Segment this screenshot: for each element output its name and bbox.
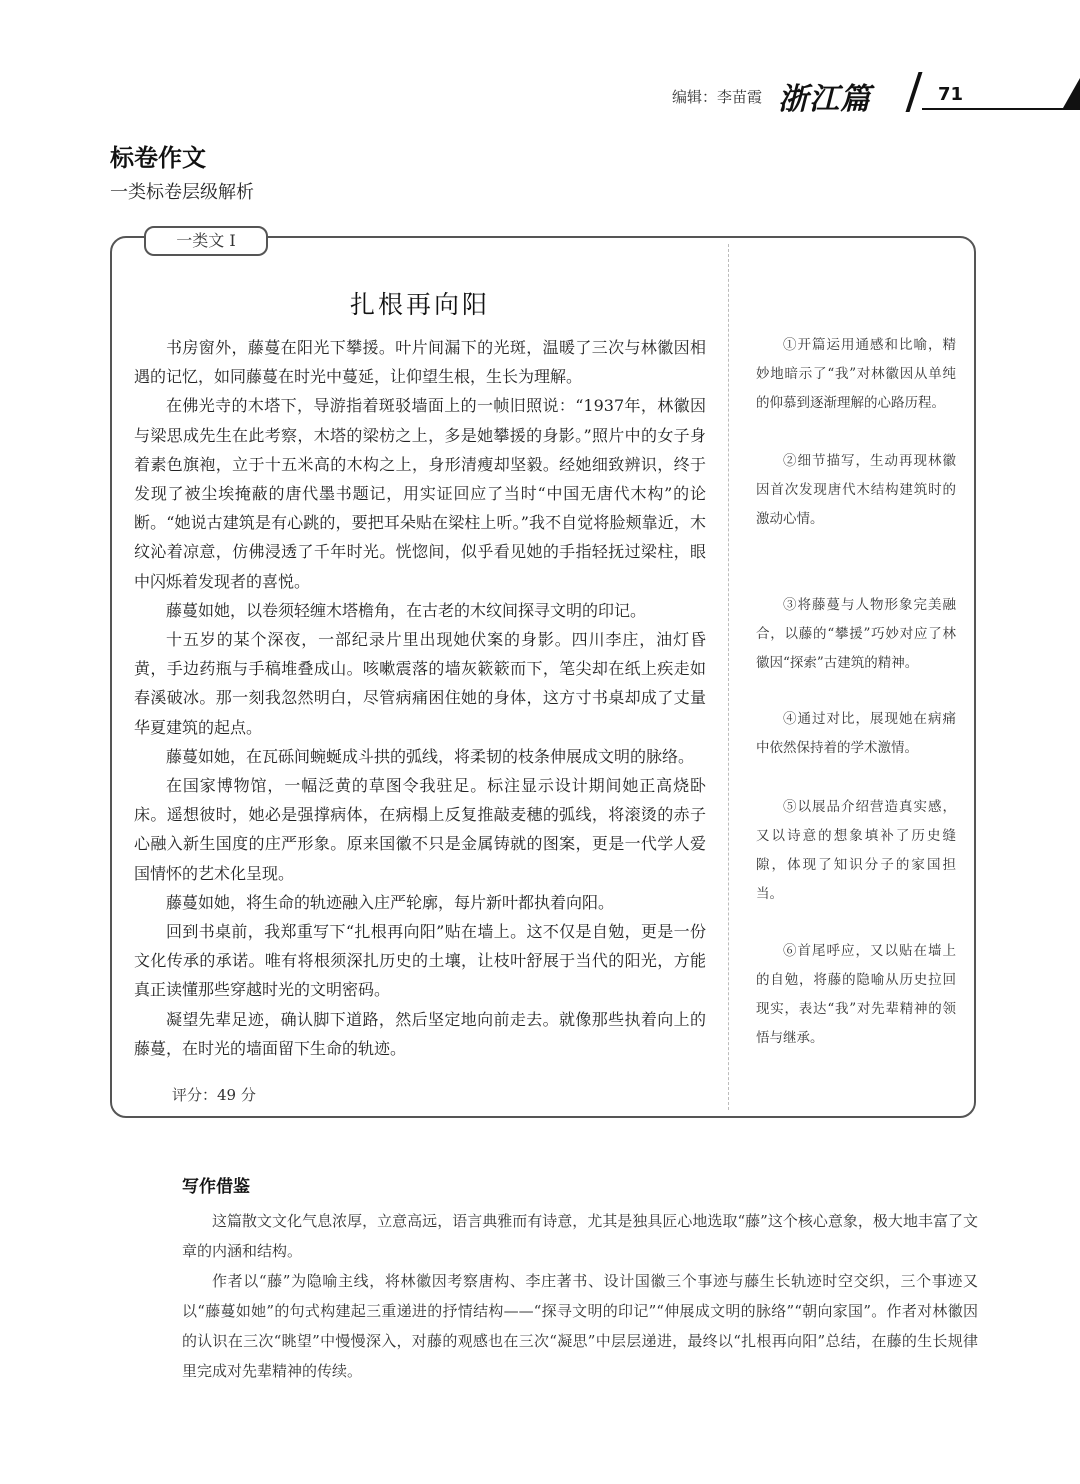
- section-logo: 浙江篇: [778, 82, 871, 117]
- essay-paragraph: 回到书桌前，我郑重写下“扎根再向阳”贴在墙上。这不仅是自勉，更是一份文化传承的承诺。唯有将根须深扎历史的土壤，让枝叶舒展于当代的阳光，方能真正读懂那些穿越时光的文明密码。: [134, 922, 706, 1000]
- writing-paragraph: 这篇散文文化气息浓厚，立意高远，语言典雅而有诗意，尤其是独具匠心地选取“藤”这个核心意象，极大地丰富了文章的内涵和结构。: [182, 1212, 978, 1260]
- essay-paragraph: 藤蔓如她，以卷须轻缠木塔檐角，在古老的木纹间探寻文明的印记。: [166, 600, 647, 620]
- page-number: 71: [938, 84, 964, 105]
- writing-paragraph: 作者以“藤”为隐喻主线，将林徽因考察唐构、李庄著书、设计国徽三个事迹与藤生长轨迹时空交织，三个事迹又以“藤蔓如她”的句式构建起三重递进的抒情结构——“探寻文明的印记”“伸展成文明的脉络”“朝向家国”。作者对林徽因的认识在三次“眺望”中慢慢深入，对藤的观感也在三次“凝思”中层层递进，最终以“扎根再向阳”总结，在藤的生长规律里完成对先辈精神的传续。: [182, 1272, 978, 1380]
- column-divider: [728, 244, 729, 1110]
- annotation-4: ④通过对比，展现她在病痛中依然保持着的学术激情。: [756, 711, 956, 756]
- annotation-6: ⑥首尾呼应，又以贴在墙上的自勉，将藤的隐喻从历史拉回现实，表达“我”对先辈精神的领悟与继承。: [756, 943, 956, 1046]
- annotation-2: ②细节描写，生动再现林徽因首次发现唐代木结构建筑时的激动心情。: [756, 453, 956, 527]
- essay-tab-label: 一类文 Ⅰ: [144, 226, 268, 256]
- essay-title: 扎根再向阳: [349, 290, 490, 319]
- header-corner-mark: [1063, 78, 1080, 108]
- essay-paragraph: 藤蔓如她，将生命的轨迹融入庄严轮廓，每片新叶都执着向阳。: [166, 892, 615, 912]
- writing-body: [182, 1206, 978, 1386]
- header-slash: [906, 72, 923, 112]
- essay-paragraph: 凝望先辈足迹，确认脚下道路，然后坚定地向前走去。就像那些执着向上的藤蔓，在时光的墙面留下生命的轨迹。: [134, 1009, 706, 1058]
- editor-credit: 编辑：李苗霞: [672, 88, 763, 106]
- essay-paragraph: 十五岁的某个深夜，一部纪录片里出现她伏案的身影。四川李庄，油灯昏黄，手边药瓶与手稿堆叠成山。咳嗽震落的墙灰簌簌而下，笔尖却在纸上疾走如春溪破冰。那一刻我忽然明白，尽管病痛困住她的身体，这方寸书桌却成了丈量华夏建筑的起点。: [134, 630, 706, 737]
- annotation-5: ⑤以展品介绍营造真实感，又以诗意的想象填补了历史缝隙，体现了知识分子的家国担当。: [756, 799, 956, 902]
- essay-paragraph: 藤蔓如她，在瓦砾间蜿蜒成斗拱的弧线，将柔韧的枝条伸展成文明的脉络。: [166, 746, 695, 766]
- section-subtitle: 一类标卷层级解析: [110, 182, 254, 203]
- essay-paragraph: 在佛光寺的木塔下，导游指着斑驳墙面上的一帧旧照说：“1937年，林徽因与梁思成先生在此考察，木塔的梁枋之上，多是她攀援的身影。”照片中的女子身着素色旗袍，立于十五米高的木构之上，身形清瘦却坚毅。经她细致辨识，终于发现了被尘埃掩蔽的唐代墨书题记，用实证回应了当时“中国无唐代木构”的论断。“她说古建筑是有心跳的，要把耳朵贴在梁柱上听。”我不自觉将脸颊靠近，木纹沁着凉意，仿佛浸透了千年时光。恍惚间，似乎看见她的手指轻抚过梁柱，眼中闪烁着发现者的喜悦。: [134, 396, 706, 591]
- essay-body: [134, 333, 706, 1063]
- essay-paragraph: 书房窗外，藤蔓在阳光下攀援。叶片间漏下的光斑，温暖了三次与林徽因相遇的记忆，如同藤蔓在时光中蔓延，让仰望生根，生长为理解。: [134, 338, 706, 387]
- annotation-1: ①开篇运用通感和比喻，精妙地暗示了“我”对林徽因从单纯的仰慕到逐渐理解的心路历程。: [756, 337, 956, 411]
- essay-paragraph: 在国家博物馆，一幅泛黄的草图令我驻足。标注显示设计期间她正高烧卧床。遥想彼时，她必是强撑病体，在病榻上反复推敲麦穗的弧线，将滚烫的赤子心融入新生国度的庄严形象。原来国徽不只是金属铸就的图案，更是一代学人爱国情怀的艺术化呈现。: [134, 776, 706, 883]
- essay-score: 评分：49 分: [172, 1086, 256, 1104]
- section-title: 标卷作文: [110, 144, 206, 172]
- annotation-3: ③将藤蔓与人物形象完美融合，以藤的“攀援”巧妙对应了林徽因“探索”古建筑的精神。: [756, 597, 956, 671]
- writing-title: 写作借鉴: [182, 1177, 250, 1197]
- header-rule: [922, 108, 1080, 110]
